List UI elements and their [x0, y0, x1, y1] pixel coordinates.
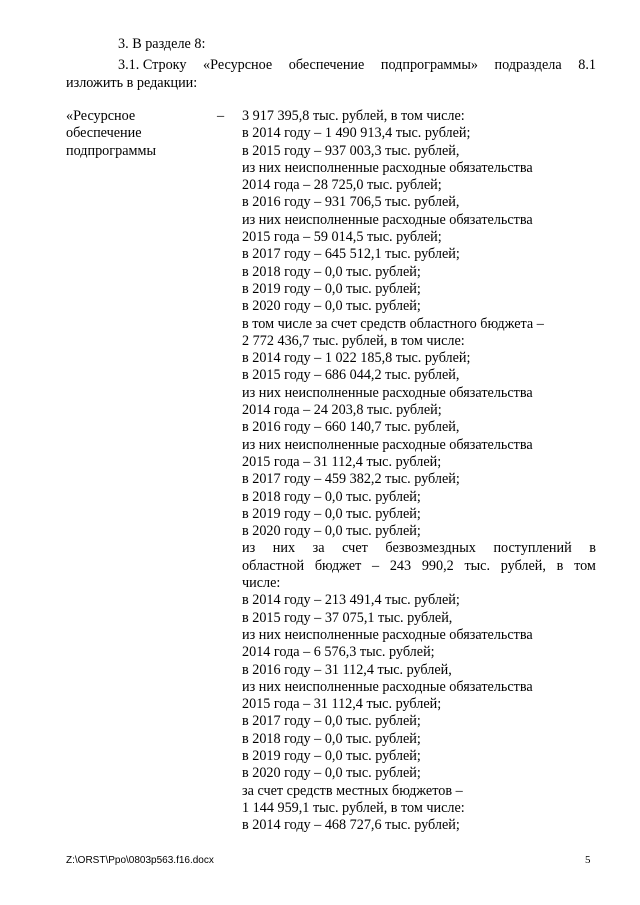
paragraph-word: подраздела: [494, 57, 562, 73]
value-line: в 2014 году – 468 727,6 тыс. рублей;: [242, 817, 460, 834]
value-line: 2015 года – 59 014,5 тыс. рублей;: [242, 229, 442, 246]
value-line: 3 917 395,8 тыс. рублей, в том числе:: [242, 108, 465, 124]
value-word: в: [589, 540, 596, 557]
value-line: в 2015 году – 686 044,2 тыс. рублей,: [242, 367, 460, 384]
section-heading: 3. В разделе 8:: [118, 36, 206, 52]
label-line: обеспечение: [66, 125, 142, 142]
footer-file-path: Z:\ORST\Ppo\0803p563.f16.docx: [66, 855, 214, 866]
resource-values: [242, 108, 596, 834]
paragraph-line-1: [118, 57, 596, 74]
value-line: в 2017 году – 459 382,2 тыс. рублей;: [242, 471, 460, 488]
value-line: в 2015 году – 37 075,1 тыс. рублей,: [242, 609, 453, 626]
value-line: в 2020 году – 0,0 тыс. рублей;: [242, 523, 421, 540]
value-line: в 2014 году – 213 491,4 тыс. рублей;: [242, 592, 460, 609]
value-line: в 2018 году – 0,0 тыс. рублей;: [242, 263, 421, 280]
value-line: в 2018 году – 0,0 тыс. рублей;: [242, 488, 421, 505]
value-line: в 2019 году – 0,0 тыс. рублей;: [242, 280, 421, 297]
value-word: них: [272, 540, 296, 557]
value-word: за: [312, 540, 325, 557]
value-line: из них неисполненные расходные обязательства: [242, 678, 533, 695]
value-word: рублей,: [500, 557, 546, 574]
value-word: 990,2: [421, 557, 454, 574]
paragraph-word: 8.1: [578, 57, 596, 73]
value-line: в 2014 году – 1 022 185,8 тыс. рублей;: [242, 350, 471, 367]
value-word: областной: [242, 557, 305, 574]
value-word: тыс.: [464, 557, 491, 574]
value-line: в 2019 году – 0,0 тыс. рублей;: [242, 505, 421, 522]
value-line: 2015 года – 31 112,4 тыс. рублей;: [242, 453, 442, 470]
paragraph-line-2: изложить в редакции:: [66, 75, 198, 91]
value-line: 2014 года – 6 576,3 тыс. рублей;: [242, 644, 435, 661]
value-line: [242, 558, 596, 575]
value-line: из них неисполненные расходные обязательства: [242, 211, 533, 228]
value-word: счет: [342, 540, 368, 557]
label-line: подпрограммы: [66, 142, 156, 159]
paragraph-word: 3.1. Строку: [118, 57, 187, 73]
resource-label: [66, 108, 156, 160]
value-line: 1 144 959,1 тыс. рублей, в том числе:: [242, 799, 465, 816]
page-number: 5: [585, 854, 591, 866]
value-word: бюджет: [314, 557, 362, 574]
value-word: 243: [389, 557, 412, 574]
value-line: из них неисполненные расходные обязательства: [242, 626, 533, 643]
value-line: в 2020 году – 0,0 тыс. рублей;: [242, 298, 421, 315]
value-line: в том числе за счет средств областного бюджета –: [242, 315, 544, 332]
value-line: 2015 года – 31 112,4 тыс. рублей;: [242, 696, 442, 713]
value-line: 2 772 436,7 тыс. рублей, в том числе:: [242, 332, 465, 349]
value-word: –: [372, 557, 380, 574]
value-line: [242, 540, 596, 557]
paragraph-word: подпрограммы»: [380, 57, 478, 73]
value-line: 2014 года – 24 203,8 тыс. рублей;: [242, 402, 442, 419]
value-line: в 2017 году – 0,0 тыс. рублей;: [242, 713, 421, 730]
value-line: в 2020 году – 0,0 тыс. рублей;: [242, 765, 421, 782]
value-line: в 2019 году – 0,0 тыс. рублей;: [242, 747, 421, 764]
value-line: за счет средств местных бюджетов –: [242, 782, 463, 799]
value-line: из них неисполненные расходные обязательства: [242, 384, 533, 401]
value-line: в 2017 году – 645 512,1 тыс. рублей;: [242, 246, 460, 263]
value-line: в 2016 году – 660 140,7 тыс. рублей,: [242, 419, 460, 436]
value-line: в 2016 году – 931 706,5 тыс. рублей,: [242, 194, 460, 211]
value-line: 2014 года – 28 725,0 тыс. рублей;: [242, 177, 442, 194]
paragraph-word: обеспечение: [288, 57, 365, 73]
value-line: в 2016 году – 31 112,4 тыс. рублей,: [242, 661, 452, 678]
value-word: безвозмездных: [385, 540, 476, 557]
value-line: из них неисполненные расходные обязательства: [242, 159, 533, 176]
paragraph-word: «Ресурсное: [203, 57, 273, 73]
value-word: том: [574, 557, 596, 574]
value-word: поступлений: [493, 540, 572, 557]
value-word: в: [556, 557, 564, 574]
label-dash: –: [217, 108, 225, 124]
value-line: числе:: [242, 575, 281, 592]
value-line: в 2015 году – 937 003,3 тыс. рублей,: [242, 142, 460, 159]
value-line: из них неисполненные расходные обязательства: [242, 436, 533, 453]
label-line: «Ресурсное: [66, 108, 136, 124]
value-word: из: [242, 540, 256, 557]
value-line: в 2018 году – 0,0 тыс. рублей;: [242, 730, 421, 747]
value-line: в 2014 году – 1 490 913,4 тыс. рублей;: [242, 125, 471, 142]
